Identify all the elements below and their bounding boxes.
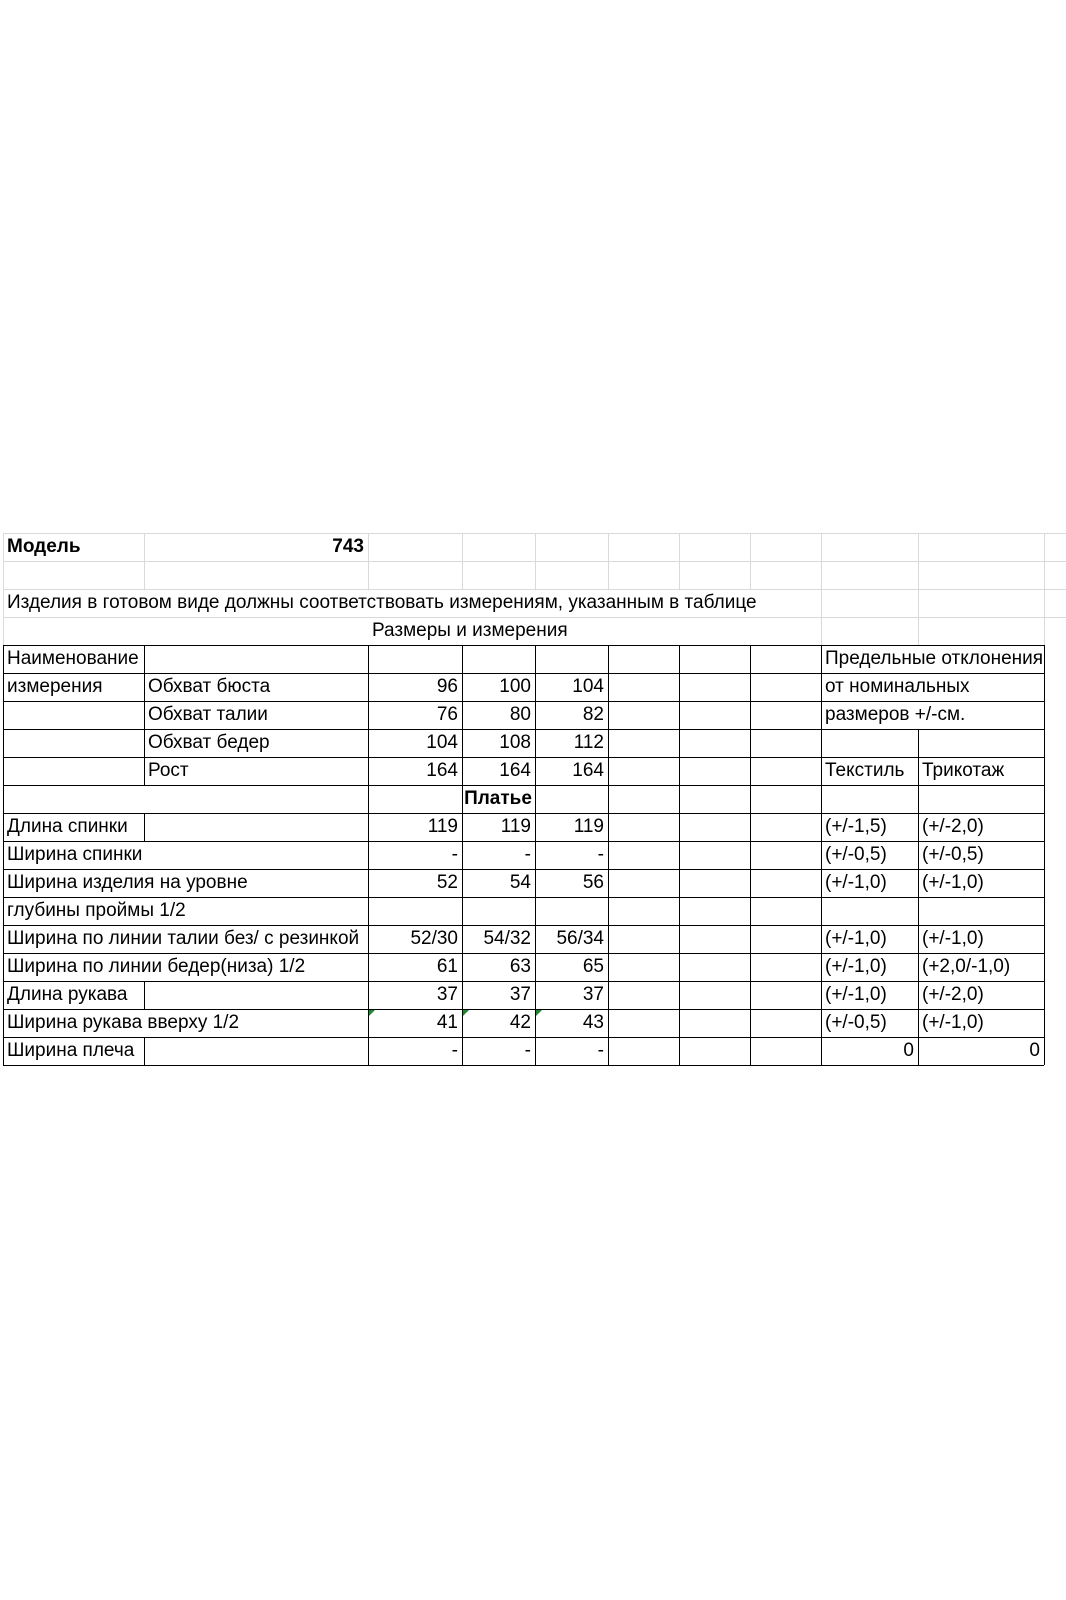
- size-value: 100: [499, 676, 531, 697]
- size-value: 164: [426, 760, 458, 781]
- size-value: -: [524, 1040, 531, 1061]
- body-measurement-label: Обхват талии: [148, 704, 268, 725]
- knit-label: Трикотаж: [922, 760, 1005, 781]
- size-value: -: [451, 844, 458, 865]
- size-value: 112: [573, 732, 604, 753]
- size-value: -: [451, 1040, 458, 1061]
- size-value: 104: [572, 676, 604, 697]
- spreadsheet: [3, 533, 1066, 1066]
- name-header-line2: измерения: [7, 676, 103, 697]
- size-value: 37: [436, 984, 458, 1005]
- size-value: 108: [499, 732, 531, 753]
- body-measurement-label: Обхват бюста: [148, 676, 271, 697]
- size-value: 76: [436, 704, 458, 725]
- size-value: 56/34: [556, 928, 604, 949]
- size-value: 164: [499, 760, 531, 781]
- size-value: 119: [427, 816, 458, 837]
- size-value: 65: [582, 956, 604, 977]
- body-measurement-label: Рост: [148, 760, 189, 781]
- size-value: 37: [582, 984, 604, 1005]
- knit-tolerance: (+/-2,0): [922, 816, 984, 837]
- comment-marker: [536, 1010, 542, 1016]
- textile-tolerance: (+/-1,0): [825, 928, 887, 949]
- knit-tolerance: 0: [1029, 1040, 1040, 1061]
- deviation-header-line2: от номинальных: [825, 676, 970, 697]
- size-value: -: [524, 844, 531, 865]
- garment-row-label: Ширина спинки: [7, 844, 143, 865]
- size-value: 82: [582, 704, 604, 725]
- garment-row-label: Ширина по линии талии без/ с резинкой: [7, 928, 360, 949]
- size-value: 61: [436, 956, 458, 977]
- knit-tolerance: (+/-2,0): [922, 984, 984, 1005]
- knit-tolerance: (+/-0,5): [922, 844, 984, 865]
- knit-tolerance: (+/-1,0): [922, 928, 984, 949]
- garment-row-label: Ширина рукава вверху 1/2: [7, 1012, 240, 1033]
- knit-tolerance: (+/-1,0): [922, 872, 984, 893]
- knit-tolerance: (+/-1,0): [922, 1012, 984, 1033]
- model-number: 743: [332, 536, 364, 557]
- name-header-line1: Наименование: [7, 648, 139, 669]
- textile-tolerance: (+/-1,0): [825, 956, 887, 977]
- sizes-header: Размеры и измерения: [372, 620, 568, 641]
- model-label: Модель: [7, 536, 81, 557]
- garment-row-label: Длина спинки: [7, 816, 128, 837]
- size-value: 43: [582, 1012, 604, 1033]
- garment-row-label: Длина рукава: [7, 984, 128, 1005]
- size-value: 164: [572, 760, 604, 781]
- textile-tolerance: (+/-0,5): [825, 844, 887, 865]
- size-value: -: [597, 844, 604, 865]
- size-value: 119: [573, 816, 604, 837]
- textile-tolerance: (+/-0,5): [825, 1012, 887, 1033]
- deviation-header-line3: размеров +/-см.: [825, 704, 966, 725]
- deviation-header-line1: Предельные отклонения: [825, 648, 1044, 669]
- garment-row-label: Ширина по линии бедер(низа) 1/2: [7, 956, 306, 977]
- comment-marker: [369, 1010, 375, 1016]
- garment-row-label: Ширина изделия на уровне: [7, 872, 248, 893]
- table-note: Изделия в готовом виде должны соответствовать измерениям, указанным в таблице: [7, 592, 757, 613]
- size-value: 37: [509, 984, 531, 1005]
- size-value: 119: [500, 816, 531, 837]
- textile-tolerance: (+/-1,5): [825, 816, 887, 837]
- body-measurement-label: Обхват бедер: [148, 732, 270, 753]
- textile-label: Текстиль: [825, 760, 905, 781]
- size-value: 56: [582, 872, 604, 893]
- size-value: 80: [509, 704, 531, 725]
- knit-tolerance: (+2,0/-1,0): [922, 956, 1011, 977]
- size-value: 96: [436, 676, 458, 697]
- size-value: 52: [436, 872, 458, 893]
- size-value: 41: [436, 1012, 458, 1033]
- size-value: 63: [509, 956, 531, 977]
- section-title: Платье: [464, 788, 532, 809]
- size-value: 54/32: [483, 928, 531, 949]
- garment-row-label: Ширина плеча: [7, 1040, 135, 1061]
- size-value: 42: [509, 1012, 531, 1033]
- size-value: -: [597, 1040, 604, 1061]
- textile-tolerance: (+/-1,0): [825, 872, 887, 893]
- size-value: 104: [426, 732, 458, 753]
- garment-row-label: глубины проймы 1/2: [7, 900, 186, 921]
- textile-tolerance: 0: [903, 1040, 914, 1061]
- size-value: 54: [509, 872, 531, 893]
- comment-marker: [463, 1010, 469, 1016]
- textile-tolerance: (+/-1,0): [825, 984, 887, 1005]
- size-value: 52/30: [410, 928, 458, 949]
